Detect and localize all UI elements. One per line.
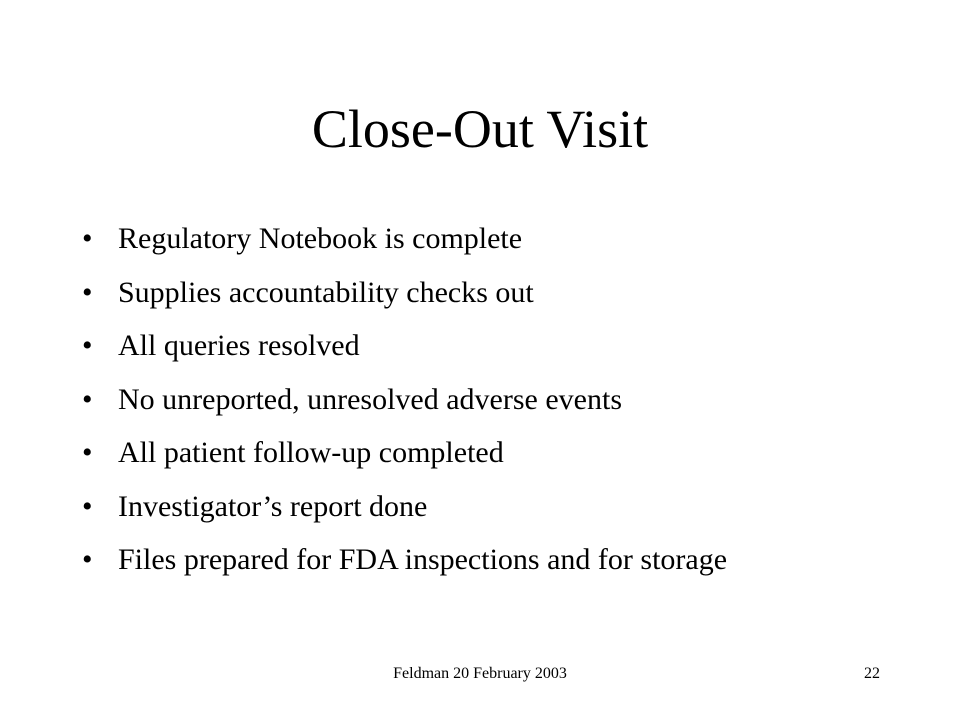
bullet-text: Investigator’s report done — [118, 489, 428, 523]
bullet-list — [82, 216, 922, 591]
bullet-text: All queries resolved — [118, 329, 360, 362]
slide-title: Close-Out Visit — [311, 99, 649, 159]
bullet-icon: • — [82, 489, 93, 523]
page-number: 22 — [864, 665, 880, 682]
bullet-text: Supplies accountability checks out — [118, 275, 534, 309]
bullet-text: Files prepared for FDA inspections and for storage — [118, 543, 728, 576]
bullet-item — [82, 323, 922, 377]
bullet-item — [82, 430, 922, 484]
bullet-item — [82, 377, 922, 431]
bullet-icon: • — [82, 382, 93, 416]
bullet-item — [82, 537, 922, 591]
bullet-item — [82, 484, 922, 538]
bullet-icon: • — [82, 436, 93, 469]
bullet-text: All patient follow-up completed — [118, 436, 504, 469]
bullet-icon: • — [82, 275, 93, 309]
bullet-text: No unreported, unresolved adverse events — [118, 382, 622, 416]
bullet-icon: • — [82, 329, 93, 362]
bullet-item — [82, 270, 922, 324]
footer-text: Feldman 20 February 2003 — [393, 665, 567, 682]
bullet-item — [82, 216, 922, 270]
bullet-icon: • — [82, 222, 93, 255]
bullet-text: Regulatory Notebook is complete — [118, 222, 523, 255]
bullet-icon: • — [82, 543, 93, 576]
